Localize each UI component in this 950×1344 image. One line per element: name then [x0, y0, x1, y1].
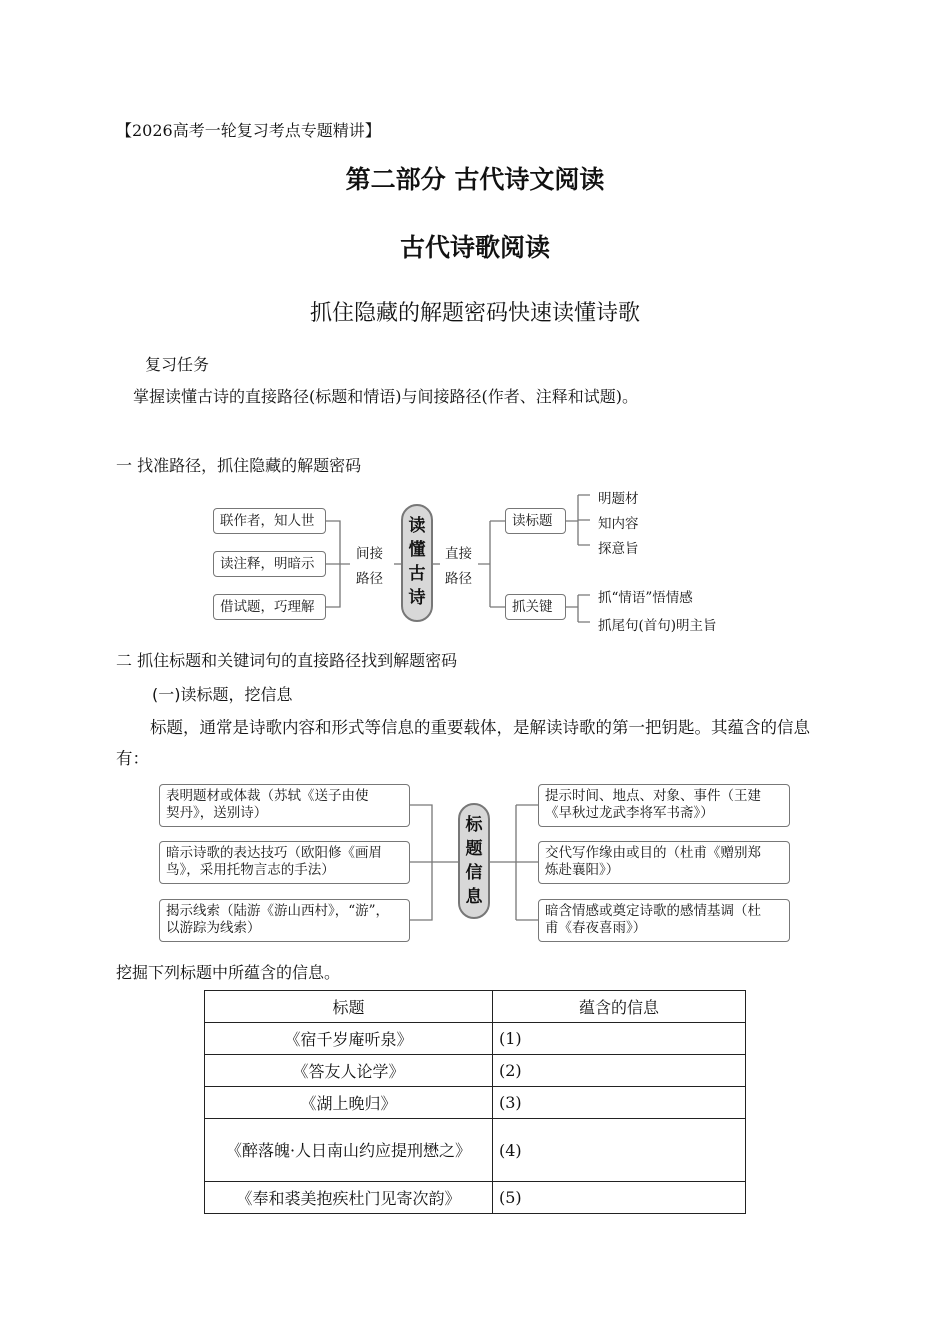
- review-text: 掌握读懂古诗的直接路径(标题和情语)与间接路径(作者、注释和试题)。: [133, 387, 638, 406]
- center-char: 诗: [408, 588, 426, 608]
- center-char: 标: [465, 815, 483, 835]
- box-line: 炼赴襄阳》）: [545, 862, 620, 878]
- table-row: [205, 1055, 746, 1087]
- center-char: 读: [408, 516, 426, 536]
- read-title-node: 读标题: [505, 508, 566, 534]
- table-cell-title: 《宿千岁庵听泉》: [205, 1023, 493, 1055]
- box-line: 鸟》，采用托物言志的手法）: [166, 862, 335, 878]
- left-info-box: [159, 784, 410, 827]
- box-line: 揭示线索（陆游《游山西村》，“游”，: [166, 903, 390, 919]
- table-cell-info: (3): [493, 1087, 746, 1119]
- title-item: 明题材: [598, 491, 639, 507]
- box-line: 《早秋过龙武李将军书斋》）: [545, 805, 714, 821]
- table-header-row: [205, 991, 746, 1023]
- dig-instruction: 挖掘下列标题中所蕴含的信息。: [116, 963, 341, 982]
- right-info-box: [538, 899, 790, 942]
- title-info-node: [458, 803, 490, 919]
- table-row: [205, 1087, 746, 1119]
- center-char: 古: [408, 564, 426, 584]
- box-line: 交代写作缘由或目的（杜甫《赠别郑: [545, 845, 761, 861]
- table-cell-title: 《醉落魄·人日南山约应提刑懋之》: [205, 1119, 493, 1182]
- center-char: 息: [465, 887, 483, 907]
- direct-label-2: 路径: [445, 571, 472, 587]
- table-header: 标题: [205, 991, 493, 1023]
- table-cell-title: 《答友人论学》: [205, 1055, 493, 1087]
- box-line: 提示时间、地点、对象、事件（王建: [545, 788, 761, 804]
- table-cell-title: 《奉和裘美抱疾杜门见寄次韵》: [205, 1182, 493, 1214]
- title-info-table: [204, 990, 746, 1214]
- table-cell-info: (4): [493, 1119, 746, 1182]
- chapter-title: 古代诗歌阅读: [399, 233, 550, 262]
- section2-heading: 二 抓住标题和关键词句的直接路径找到解题密码: [116, 651, 458, 670]
- section2-subheading: (一)读标题，挖信息: [152, 685, 293, 704]
- review-heading: 复习任务: [145, 355, 210, 374]
- center-char: 懂: [408, 540, 426, 560]
- direct-label-1: 直接: [445, 546, 472, 562]
- box-line: 暗含情感或奠定诗歌的感情基调（杜: [545, 903, 761, 919]
- table-row: [205, 1023, 746, 1055]
- part-title: 第二部分 古代诗文阅读: [345, 165, 605, 194]
- box-line: 甫《春夜喜雨》）: [545, 920, 647, 936]
- right-info-box: [538, 841, 790, 884]
- table-cell-title: 《湖上晚归》: [205, 1087, 493, 1119]
- header-tag: 【2026高考一轮复习考点专题精讲】: [116, 121, 381, 140]
- lesson-title: 抓住隐藏的解题密码快速读懂诗歌: [309, 301, 640, 326]
- table-header: 蕴含的信息: [493, 991, 746, 1023]
- center-char: 信: [465, 863, 483, 883]
- grasp-key-node: 抓关键: [505, 594, 566, 620]
- table-row: [205, 1119, 746, 1182]
- left-item-author: 联作者，知人世: [213, 508, 326, 534]
- key-item: 抓尾句(首句)明主旨: [598, 618, 717, 634]
- box-line: 暗示诗歌的表达技巧（欧阳修《画眉: [166, 845, 382, 861]
- indirect-label-1: 间接: [356, 546, 383, 562]
- title-item: 知内容: [598, 516, 639, 532]
- left-info-box: [159, 899, 410, 942]
- table-row: [205, 1182, 746, 1214]
- left-item-notes: 读注释，明暗示: [213, 551, 326, 577]
- box-line: 契丹》，送别诗）: [166, 805, 268, 821]
- table-cell-info: (5): [493, 1182, 746, 1214]
- box-line: 以游踪为线索）: [166, 920, 261, 936]
- section2-paragraph: 标题，通常是诗歌内容和形式等信息的重要载体，是解读诗歌的第一把钥匙。其蕴含的信息有：: [116, 718, 810, 768]
- table-cell-info: (2): [493, 1055, 746, 1087]
- key-item: 抓“情语”悟情感: [598, 590, 693, 606]
- right-info-box: [538, 784, 790, 827]
- section1-heading: 一 找准路径，抓住隐藏的解题密码: [116, 456, 362, 475]
- box-line: 表明题材或体裁（苏轼《送子由使: [166, 788, 369, 804]
- center-char: 题: [465, 839, 483, 859]
- left-info-box: [159, 841, 410, 884]
- indirect-label-2: 路径: [356, 571, 383, 587]
- title-item: 探意旨: [598, 541, 639, 557]
- table-cell-info: (1): [493, 1023, 746, 1055]
- left-item-questions: 借试题，巧理解: [213, 594, 326, 620]
